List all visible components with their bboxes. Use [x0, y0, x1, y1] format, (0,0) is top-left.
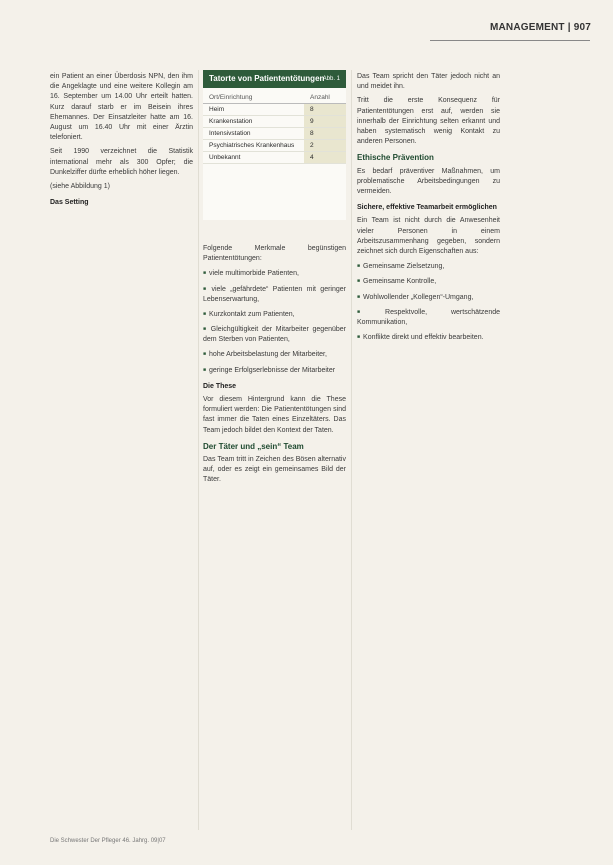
- paragraph: (siehe Abbildung 1): [50, 183, 110, 191]
- table-row: [203, 140, 346, 152]
- column-2: [203, 244, 346, 490]
- bullet-item: ■ geringe Erfolgserlebnisse der Mitarbeiter: [203, 365, 346, 376]
- info-box-title: [203, 70, 346, 88]
- figure-tag: Abb. 1: [322, 76, 340, 82]
- section-heading: Die These: [203, 382, 237, 390]
- info-box-title-text: Tatorte von Patiententötungen: [209, 74, 325, 83]
- table-row: [203, 104, 346, 116]
- bullet-item: ■ Konflikte direkt und effektiv bearbeiten.: [357, 332, 500, 343]
- crime-scene-table: [203, 92, 346, 164]
- column-divider: [198, 70, 199, 830]
- section-heading: Sichere, effektive Teamarbeit ermöglichen: [357, 204, 497, 212]
- section-heading: Ethische Prävention: [357, 153, 434, 163]
- section-heading: Das Setting: [50, 199, 89, 207]
- table-row: [203, 128, 346, 140]
- bullet-item: ■ Gemeinsame Zielsetzung,: [357, 261, 500, 272]
- table-cell-place: Intensivstation: [203, 128, 304, 140]
- paragraph: Es bedarf präventiver Maßnahmen, um problematische Arbeitsbedingungen zu vermeiden.: [357, 167, 500, 196]
- column-header: Ort/Einrichtung: [203, 92, 304, 104]
- table-cell-count: 4: [304, 152, 346, 164]
- paragraph: Folgende Merkmale begünstigen Patiententötungen:: [203, 245, 346, 263]
- table-cell-count: 8: [304, 104, 346, 116]
- table-cell-place: Psychiatrisches Krankenhaus: [203, 140, 304, 152]
- header-rule: [430, 40, 590, 41]
- table-cell-count: 8: [304, 128, 346, 140]
- section-name: MANAGEMENT: [489, 22, 565, 33]
- bullet-item: ■ hohe Arbeitsbelastung der Mitarbeiter,: [203, 349, 346, 360]
- paragraph: Ein Team ist nicht durch die Anwesenheit vieler Personen in einem Arbeitszusammenhang gegeben, sondern zeichnet sich durch Eigenschaften aus:: [357, 217, 500, 256]
- section-heading: Der Täter und „sein“ Team: [203, 441, 304, 451]
- bullet-item: ■ Kurzkontakt zum Patienten,: [203, 309, 346, 320]
- bullet-item: ■ Respektvolle, wertschätzende Kommunikation,: [357, 307, 500, 328]
- table-cell-count: 2: [304, 140, 346, 152]
- table-row: [203, 116, 346, 128]
- table-header-row: [203, 92, 346, 104]
- table-row: [203, 152, 346, 164]
- table-cell-place: Krankenstation: [203, 116, 304, 128]
- table-cell-place: Heim: [203, 104, 304, 116]
- table-cell-count: 9: [304, 116, 346, 128]
- paragraph: Das Team tritt in Zeichen des Bösen alternativ auf, oder es zeigt ein gemeinsames Bild der Täter.: [203, 455, 346, 484]
- paragraph: Seit 1990 verzeichnet die Statistik international mehr als 300 Opfer; die Dunkelziffer dürfte erheblich höher liegen.: [50, 148, 193, 176]
- paragraph: Tritt die erste Konsequenz für Patiententötungen erst auf, werden sie innerhalb der Einrichtung selten erkannt und haben systematisch wenig Kontakt zu anderen Personen.: [357, 97, 500, 146]
- column-1: [50, 72, 193, 211]
- header-separator: |: [567, 22, 571, 33]
- paragraph: ein Patient an einer Überdosis NPN, den ihm die Angeklagte und eine weitere Kollegin am 16. September um 14.00 Uhr erteilt hatten. Kurz darauf starb er im Beisein ihres Ehemannes. Der Einsatzleiter hatte am 16. August um 16.40 Uhr mit einer Ärztin telefoniert.: [50, 73, 193, 142]
- table-cell-place: Unbekannt: [203, 152, 304, 164]
- bullet-item: ■ viele „gefährdete“ Patienten mit geringer Lebenserwartung,: [203, 284, 346, 305]
- column-3: [357, 72, 500, 347]
- page-number: 907: [573, 22, 591, 33]
- bullet-item: ■ Wohlwollender „Kollegen“-Umgang,: [357, 292, 500, 303]
- bullet-item: ■ Gleichgültigkeit der Mitarbeiter gegenüber dem Sterben von Patienten,: [203, 324, 346, 345]
- column-header: Anzahl: [304, 92, 346, 104]
- running-header: [490, 22, 591, 33]
- bullet-item: ■ viele multimorbide Patienten,: [203, 268, 346, 279]
- info-box: [203, 70, 346, 220]
- paragraph: Das Team spricht den Täter jedoch nicht an und meidet ihn.: [357, 73, 500, 91]
- paragraph: Vor diesem Hintergrund kann die These formuliert werden: Die Patiententötungen sind fast immer die Taten eines Einzeltäters. Das Team jedoch bildet den Kontext der Taten.: [203, 395, 346, 434]
- column-divider: [351, 70, 352, 830]
- bullet-item: ■ Gemeinsame Kontrolle,: [357, 276, 500, 287]
- page-footer: Die Schwester Der Pfleger 46. Jahrg. 09|07: [50, 838, 166, 844]
